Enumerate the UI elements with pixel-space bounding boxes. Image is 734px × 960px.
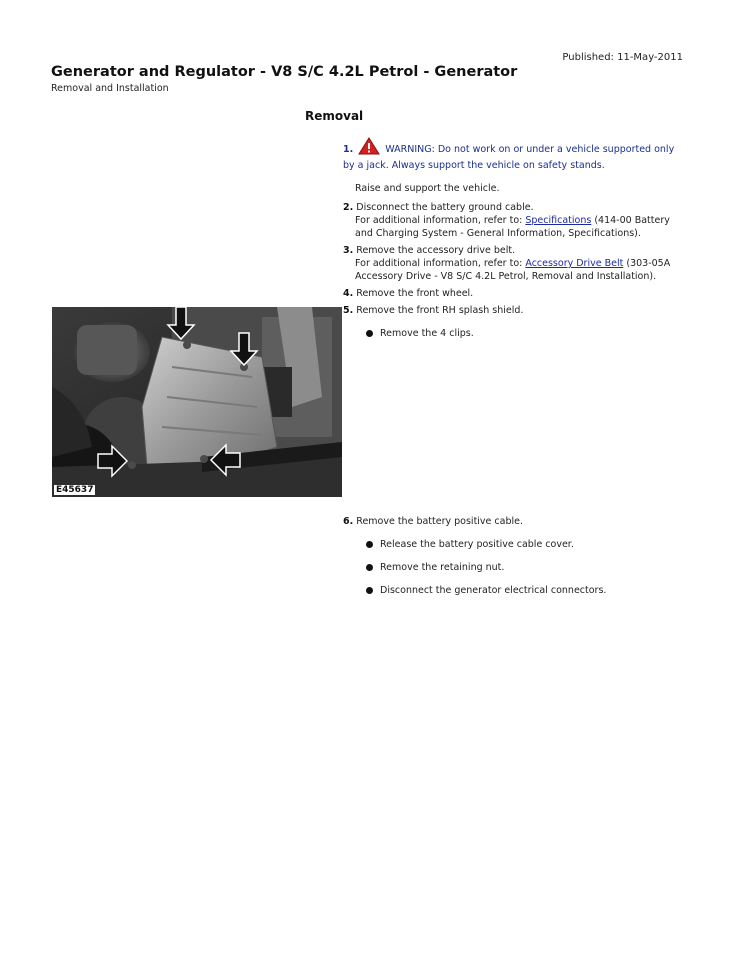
- step-number: 6.: [343, 516, 354, 527]
- page-subtitle: Removal and Installation: [51, 83, 169, 94]
- list-item: [343, 538, 688, 551]
- step-2: [343, 201, 688, 214]
- specifications-link[interactable]: Specifications: [525, 215, 592, 226]
- list-item: [343, 327, 688, 340]
- step-4-text: Remove the front wheel.: [356, 288, 474, 299]
- step-3: [343, 244, 688, 257]
- step-number: 2.: [343, 202, 354, 213]
- warning-triangle-icon: [358, 137, 380, 159]
- list-item: [343, 561, 688, 574]
- step-6: [343, 515, 688, 528]
- step-3-reference: [343, 257, 688, 283]
- bullet-icon: [366, 541, 373, 548]
- step-number: 4.: [343, 288, 354, 299]
- bullet-icon: [366, 330, 373, 337]
- reference-suffix: (303-05A Accessory Drive - V8 S/C 4.2L Petrol, Removal and Installation).: [355, 258, 671, 282]
- step-1-warning: [343, 137, 688, 172]
- step-number: 5.: [343, 305, 354, 316]
- bullet-text: Remove the retaining nut.: [380, 562, 505, 573]
- published-date: Published: 11-May-2011: [562, 52, 683, 63]
- reference-prefix: For additional information, refer to:: [355, 258, 523, 269]
- splash-shield-photo: [52, 307, 342, 497]
- step-6-text: Remove the battery positive cable.: [356, 516, 524, 527]
- bullet-icon: [366, 564, 373, 571]
- bullet-text: Release the battery positive cable cover.: [380, 539, 574, 550]
- step-2-reference: [343, 214, 688, 240]
- bullet-text: Disconnect the generator electrical connectors.: [380, 585, 607, 596]
- list-item: [343, 584, 688, 597]
- step-number: 3.: [343, 245, 354, 256]
- accessory-drive-belt-link[interactable]: Accessory Drive Belt: [525, 258, 624, 269]
- page-title: Generator and Regulator - V8 S/C 4.2L Petrol - Generator: [51, 64, 518, 80]
- step-1-text: Raise and support the vehicle.: [355, 183, 500, 194]
- photo-illustration: [52, 307, 342, 497]
- step-3-text: Remove the accessory drive belt.: [356, 245, 516, 256]
- bullet-icon: [366, 587, 373, 594]
- reference-prefix: For additional information, refer to:: [355, 215, 523, 226]
- reference-suffix: (414-00 Battery and Charging System - General Information, Specifications).: [355, 215, 670, 239]
- step-number: 1.: [343, 144, 354, 155]
- warning-text: WARNING: Do not work on or under a vehicle supported only by a jack. Always support the vehicle on safety stands.: [343, 144, 675, 171]
- step-2-text: Disconnect the battery ground cable.: [356, 202, 534, 213]
- figure-label: E45637: [56, 485, 94, 495]
- bullet-text: Remove the 4 clips.: [380, 328, 474, 339]
- step-5-text: Remove the front RH splash shield.: [356, 305, 524, 316]
- step-5: [343, 304, 688, 317]
- section-heading-removal: Removal: [305, 109, 364, 123]
- removal-steps: [343, 137, 688, 597]
- step-4: [343, 287, 688, 300]
